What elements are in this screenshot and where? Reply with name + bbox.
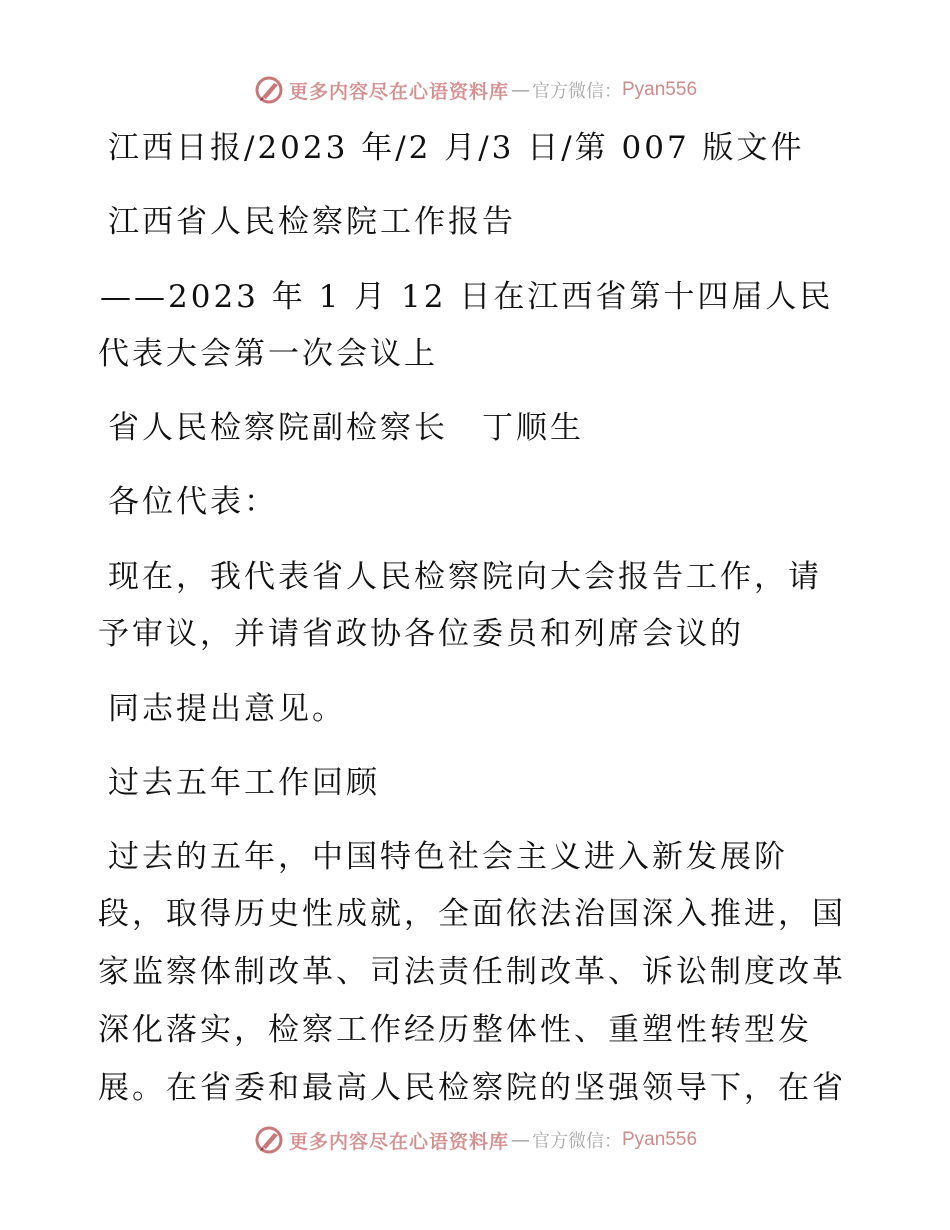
promo-text: 更多内容尽在心语资料库 (288, 80, 509, 103)
paragraph-line: 同志提出意见。 (108, 691, 346, 727)
promo-text: 更多内容尽在心语资料库 (288, 1130, 509, 1153)
paragraph-line: 予审议，并请省政协各位委员和列席会议的 (98, 616, 744, 652)
paragraph-line: 家监察体制改革、司法责任制改革、诉讼制度改革 (98, 954, 846, 990)
pen-nib-circle-icon (253, 1124, 285, 1156)
separator: — (511, 1129, 530, 1151)
source-line: 江西日报/2023 年/2 月/3 日/第 007 版文件 (108, 130, 805, 166)
section-heading: 过去五年工作回顾 (108, 765, 380, 801)
wechat-label: 官方微信： (532, 1131, 622, 1152)
wechat-label: 官方微信： (532, 81, 622, 102)
report-title: 江西省人民检察院工作报告 (108, 204, 516, 240)
footer-watermark-banner (0, 1122, 950, 1158)
paragraph-line: 深化落实，检察工作经历整体性、重塑性转型发 (98, 1012, 812, 1048)
paragraph-line: 展。在省委和最高人民检察院的坚强领导下，在省 (98, 1070, 846, 1106)
salutation: 各位代表： (108, 484, 278, 520)
paragraph-line: 过去的五年，中国特色社会主义进入新发展阶 (108, 839, 788, 875)
wechat-id: Pyan556 (622, 1129, 698, 1150)
subtitle-line-2: 代表大会第一次会议上 (98, 336, 438, 372)
author-line: 省人民检察院副检察长 丁顺生 (108, 410, 584, 446)
paragraph-line: 现在，我代表省人民检察院向大会报告工作，请 (108, 559, 822, 595)
separator: — (511, 79, 530, 101)
subtitle-line-1: ——2023 年 1 月 12 日在江西省第十四届人民 (100, 279, 834, 315)
wechat-id: Pyan556 (622, 79, 698, 100)
paragraph-line: 段，取得历史性成就，全面依法治国深入推进，国 (98, 896, 846, 932)
